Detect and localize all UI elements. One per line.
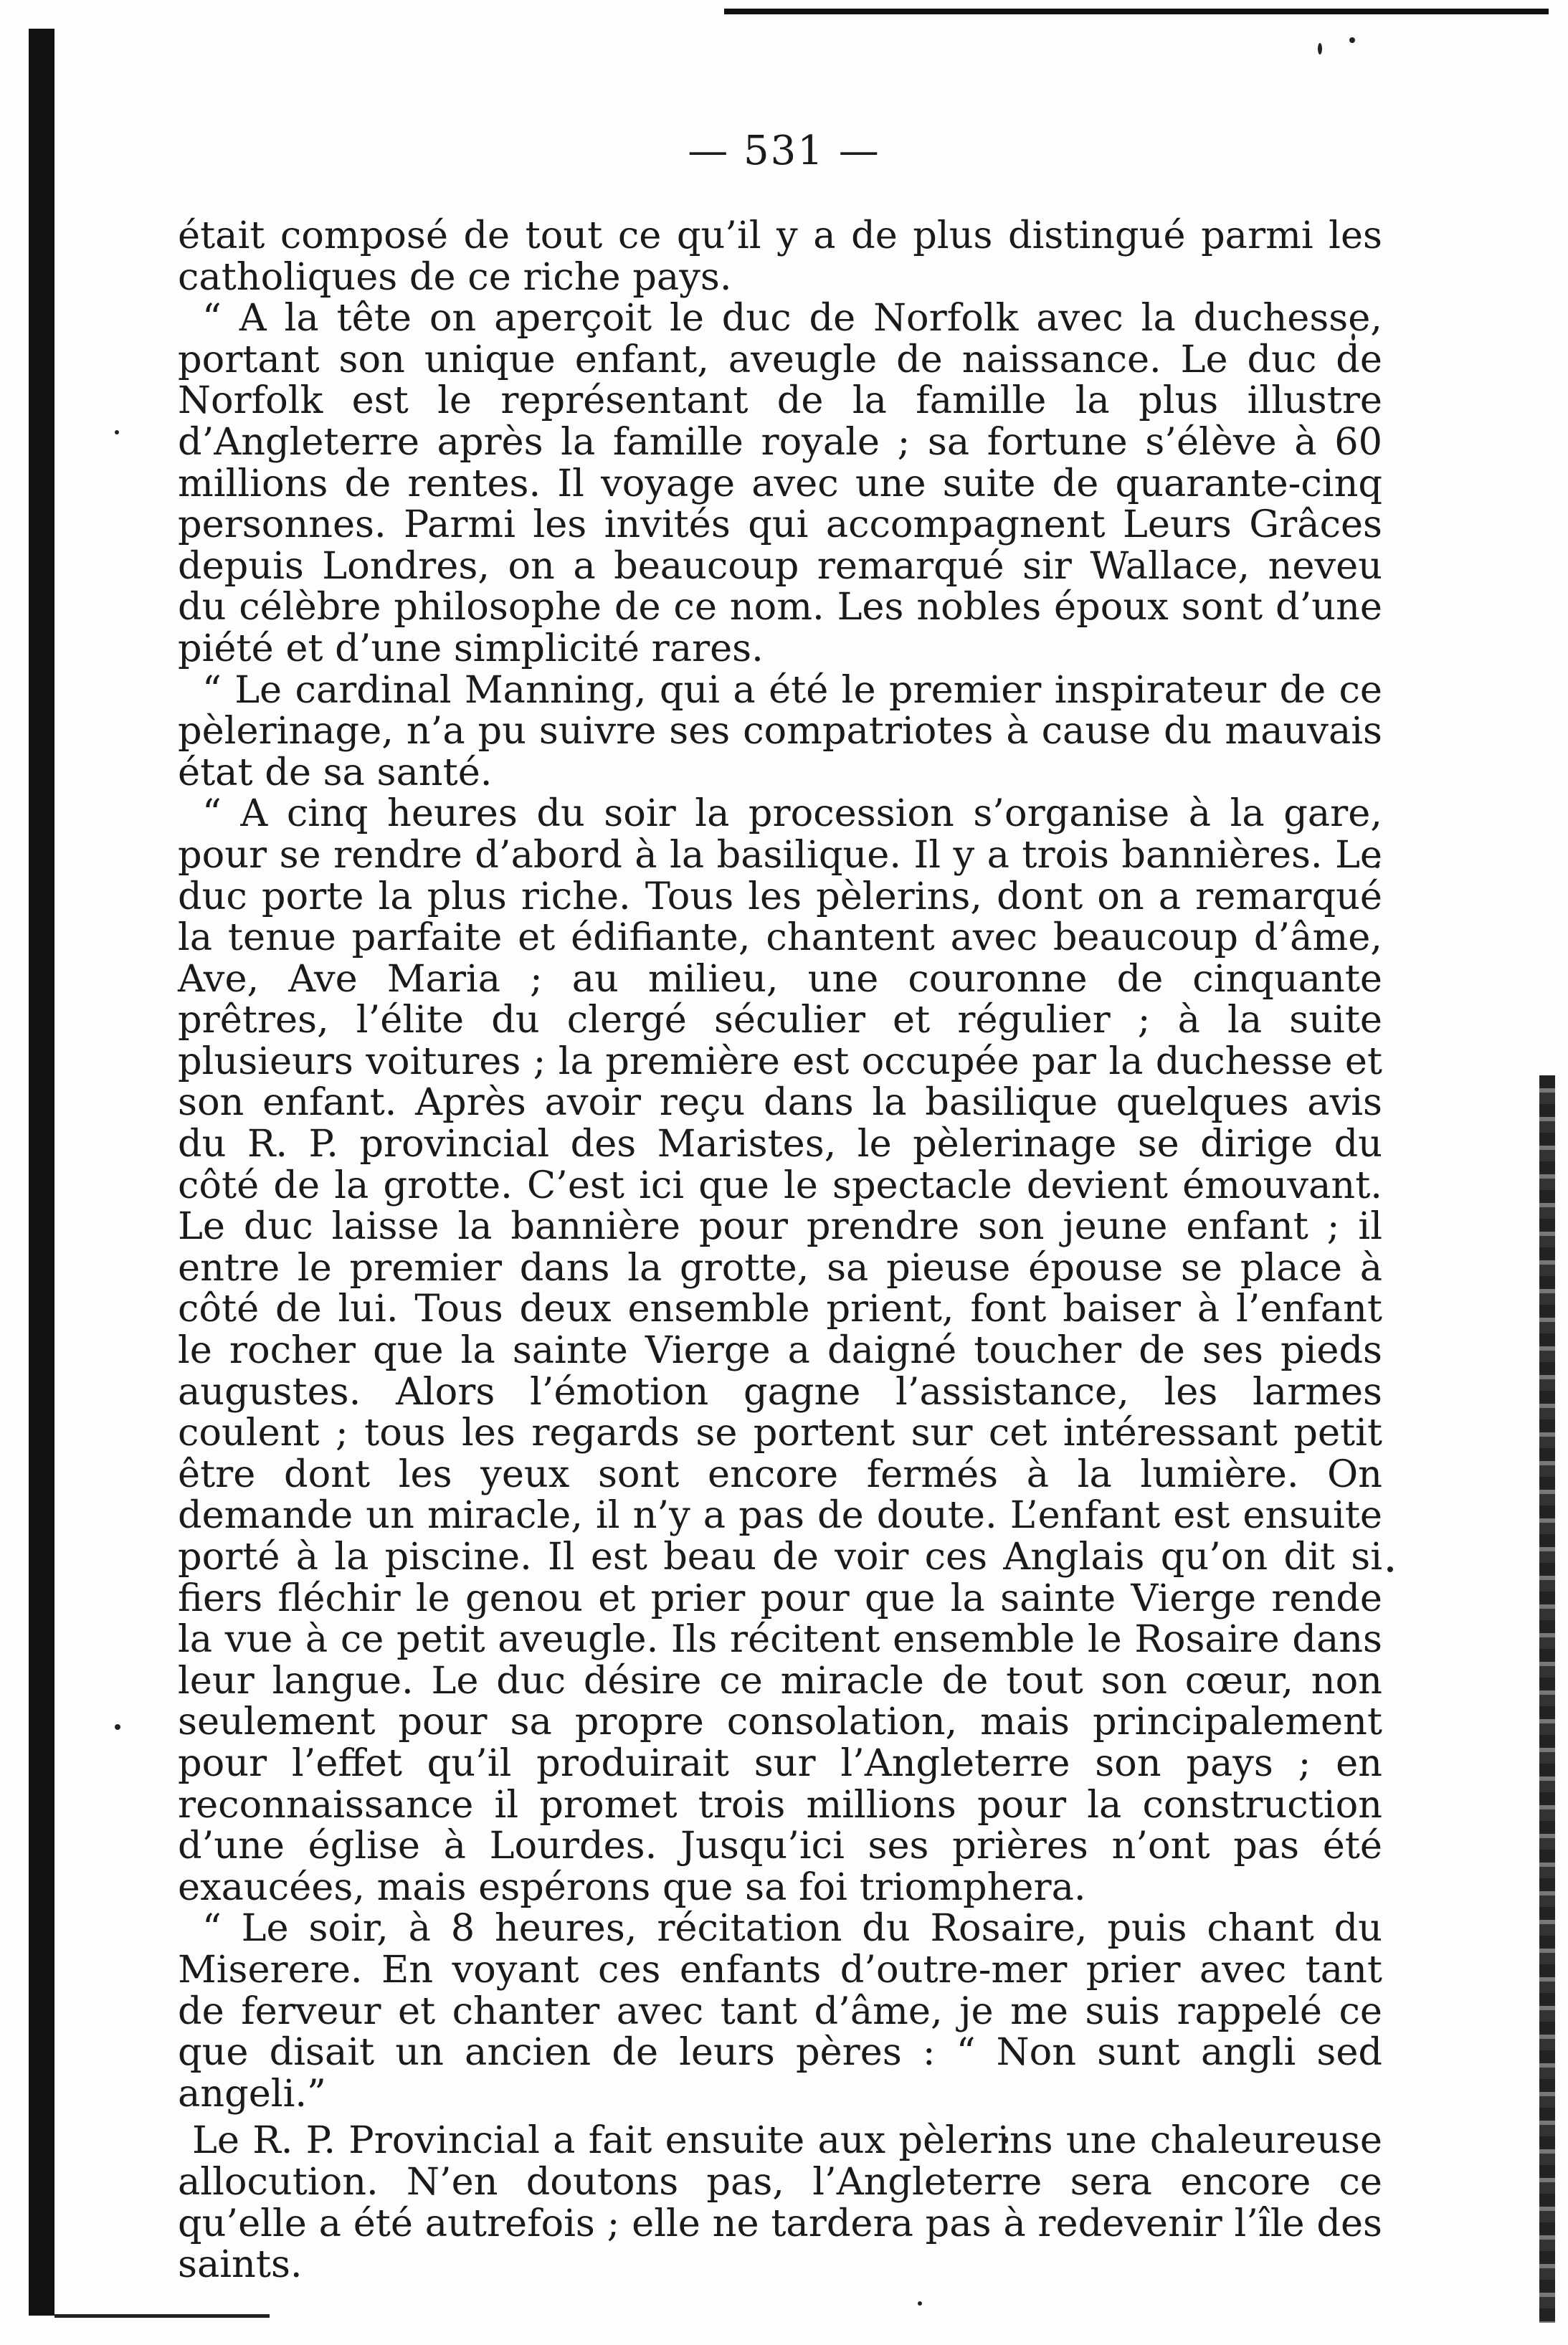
paragraph: “ A cinq heures du soir la procession s’organise à la gare, pour se rendre d’abord à la basilique. Il y a trois bannières. Le duc porte la plus riche. Tous les pèlerins, dont on a remarqué la tenue parfaite et édifiante, chantent avec beaucoup d’âme, Ave, Ave Maria ; au milieu, une couronne de cinquante prêtres, l’élite du clergé séculier et régulier ; à la suite plusieurs voitures ; la première est occupée par la duchesse et son enfant. Après avoir reçu dans la basilique quelques avis du R. P. provincial des Maristes, le pèlerinage se dirige du côté de la grotte. C’est ici que le spectacle devient émouvant. Le duc laisse la bannière pour prendre son jeune enfant ; il entre le premier dans la grotte, sa pieuse épouse se place à côté de lui. Tous deux ensemble prient, font baiser à l’enfant le rocher que la sainte Vierge a daigné toucher de ses pieds augustes. Alors l’émotion gagne l’assistance, les larmes coulent ; tous les regards se portent sur cet intéressant petit être dont les yeux sont encore fermés à la lumière. On demande un miracle, il n’y a pas de doute. L’enfant est ensuite porté à la piscine. Il est beau de voir ces Anglais qu’on dit si fiers fléchir le genou et prier pour que la sainte Vierge rende la vue à ce petit aveugle. Ils récitent ensemble le Rosaire dans leur langue. Le duc désire ce miracle de tout son cœur, non seulement pour sa propre consolation, mais principalement pour l’effet qu’il produirait sur l’Angleterre son pays ; en reconnaissance il promet trois millions pour la construction d’une église à Lourdes. Jusqu’ici ses prières n’ont pas été exaucées, mais espérons que sa foi triomphera. <box>178 791 1382 1909</box>
scan-speck <box>918 2301 922 2306</box>
scan-speck <box>1318 43 1322 54</box>
scan-speck <box>1349 37 1355 43</box>
scan-speck <box>1387 1566 1393 1572</box>
paragraph: “ Le soir, à 8 heures, récitation du Rosaire, puis chant du Miserere. En voyant ces enfants d’outre-mer prier avec tant de ferveur et chanter avec tant d’âme, je me suis rappelé ce que disait un ancien de leurs pères : “ Non sunt angli sed angeli.” <box>178 1906 1382 2116</box>
scan-speck <box>115 430 119 434</box>
paragraph: “ Le cardinal Manning, qui a été le premier inspirateur de ce pèlerinage, n’a pu suivre ses compatriotes à cause du mauvais état de sa santé. <box>178 667 1382 794</box>
bottom-scan-rule <box>54 2314 270 2318</box>
page-number: — 531 — <box>688 128 880 174</box>
scan-speck <box>115 1724 120 1730</box>
right-scan-edge <box>1539 1075 1555 2323</box>
left-binding-edge <box>29 29 54 2316</box>
paragraph: était composé de tout ce qu’il y a de plus distingué parmi les catholiques de ce riche pays. <box>178 214 1382 299</box>
top-scan-rule <box>724 9 1549 14</box>
body-text <box>178 215 1382 2285</box>
paragraph: Le R. P. Provincial a fait ensuite aux pèlerins une chaleureuse allocution. N’en doutons pas, l’Angleterre sera encore ce qu’elle a été autrefois ; elle ne tardera pas à redevenir l’île des saints. <box>178 2118 1382 2287</box>
paragraph: “ A la tête on aperçoit le duc de Norfolk avec la duchesse, portant son unique enfant, aveugle de naissance. Le duc de Norfolk est le représentant de la famille la plus illustre d’Angleterre après la famille royale ; sa fortune s’élève à 60 millions de rentes. Il voyage avec une suite de quarante-cinq personnes. Parmi les invités qui accompagnent Leurs Grâces depuis Londres, on a beaucoup remarqué sir Wallace, neveu du célèbre philosophe de ce nom. Les nobles époux sont d’une piété et d’une simplicité rares. <box>178 296 1382 670</box>
